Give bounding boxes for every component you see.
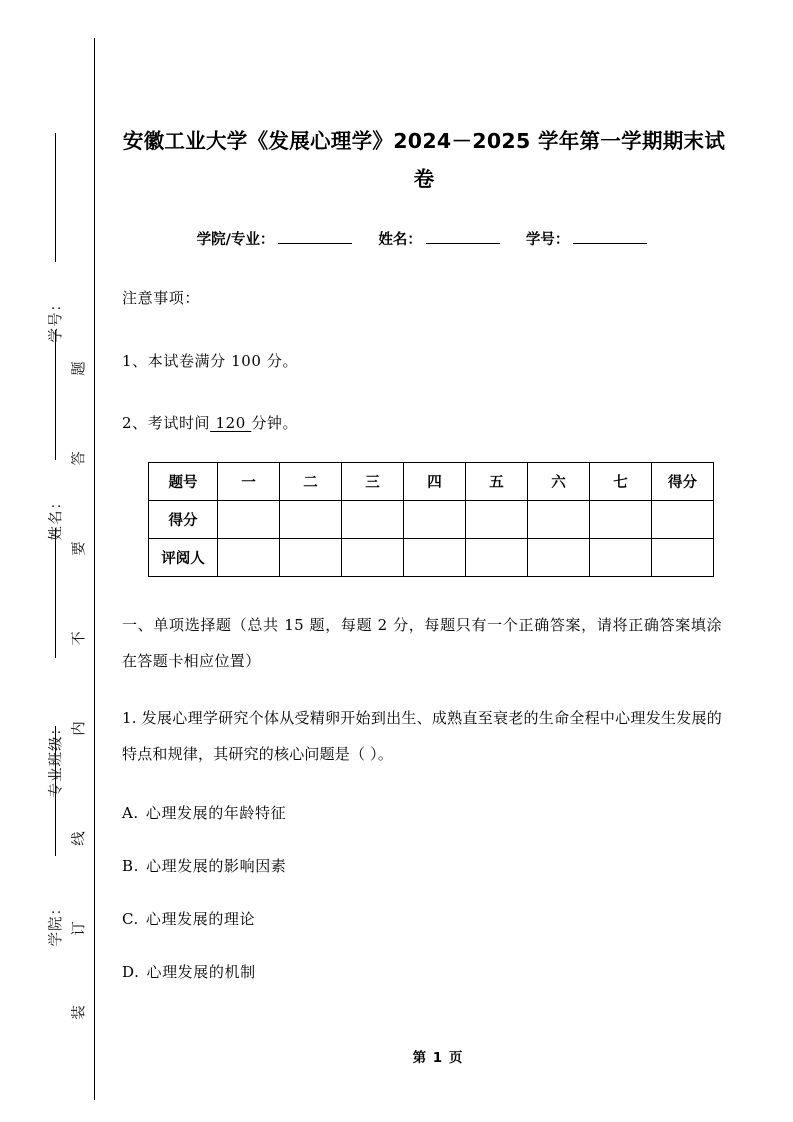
grader-cell-3[interactable] xyxy=(342,539,404,577)
score-table-header-4: 四 xyxy=(404,463,466,501)
score-cell-7[interactable] xyxy=(590,501,652,539)
table-row-header xyxy=(149,463,714,501)
option-d-letter: D. xyxy=(122,963,140,981)
binding-rule-segment-3 xyxy=(55,528,56,658)
binding-notice-char-1: 题 xyxy=(71,361,88,376)
score-cell-6[interactable] xyxy=(528,501,590,539)
grader-cell-4[interactable] xyxy=(404,539,466,577)
binding-label-name: 姓名： xyxy=(48,494,65,541)
binding-margin xyxy=(0,0,100,1122)
binding-notice-char-8: 装 xyxy=(71,1005,88,1020)
notice-heading: 注意事项： xyxy=(122,289,201,307)
grader-cell-7[interactable] xyxy=(590,539,652,577)
notice-item-2-after: 分钟。 xyxy=(251,414,299,432)
grader-cell-5[interactable] xyxy=(466,539,528,577)
score-cell-total[interactable] xyxy=(652,501,714,539)
notice-item-2 xyxy=(122,410,298,436)
notice-item-1: 1、本试卷满分 100 分。 xyxy=(122,352,299,370)
option-c-text: 心理发展的理论 xyxy=(145,910,256,928)
exam-duration-value: 120 xyxy=(210,414,252,432)
table-row-grader xyxy=(149,539,714,577)
page-title: 安徽工业大学《发展心理学》2024－2025 学年第一学期期末试卷 xyxy=(122,129,726,191)
score-table-header-5: 五 xyxy=(466,463,528,501)
student-id-label: 学号： xyxy=(525,232,570,248)
binding-notice-char-3: 要 xyxy=(71,541,88,556)
page-footer: 第 1 页 xyxy=(412,1050,464,1066)
binding-label-student-id: 学号： xyxy=(48,296,65,343)
score-cell-3[interactable] xyxy=(342,501,404,539)
question-1-option-a[interactable] xyxy=(122,802,286,824)
question-1-option-b[interactable] xyxy=(122,855,286,877)
binding-outer-rule xyxy=(94,38,95,1100)
name-field[interactable] xyxy=(426,231,500,244)
score-cell-4[interactable] xyxy=(404,501,466,539)
exam-page-body xyxy=(108,0,768,1122)
binding-notice-char-5: 内 xyxy=(71,721,88,736)
grader-cell-total[interactable] xyxy=(652,539,714,577)
section-one-heading: 一、单项选择题（总共 15 题，每题 2 分，每题只有一个正确答案，请将正确答案填涂在答题卡相应位置） xyxy=(122,616,722,670)
score-table-header-3: 三 xyxy=(342,463,404,501)
question-1-option-c[interactable] xyxy=(122,908,255,930)
score-cell-2[interactable] xyxy=(280,501,342,539)
college-major-field[interactable] xyxy=(278,231,352,244)
binding-label-class: 专业班级： xyxy=(48,720,65,798)
table-row-score xyxy=(149,501,714,539)
binding-notice-char-2: 答 xyxy=(71,451,88,466)
question-1-stem: 1. 发展心理学研究个体从受精卵开始到出生、成熟直至衰老的生命全程中心理发生发展的特点和规律，其研究的核心问题是（ ）。 xyxy=(122,709,722,763)
binding-rule-segment-2 xyxy=(55,330,56,460)
score-table-header-6: 六 xyxy=(528,463,590,501)
option-c-letter: C. xyxy=(122,910,139,928)
question-1-option-d[interactable] xyxy=(122,961,256,983)
student-id-field[interactable] xyxy=(573,231,647,244)
score-table-header-1: 一 xyxy=(218,463,280,501)
option-b-text: 心理发展的影响因素 xyxy=(146,857,287,875)
score-cell-5[interactable] xyxy=(466,501,528,539)
grader-cell-6[interactable] xyxy=(528,539,590,577)
grader-cell-1[interactable] xyxy=(218,539,280,577)
option-a-letter: A. xyxy=(122,804,139,822)
score-table-header-label: 题号 xyxy=(149,463,218,501)
college-major-label: 学院/专业： xyxy=(196,232,275,248)
score-table-header-2: 二 xyxy=(280,463,342,501)
score-table xyxy=(148,462,714,577)
score-table-header-total: 得分 xyxy=(652,463,714,501)
student-info-line xyxy=(122,228,726,249)
grader-row-label: 评阅人 xyxy=(149,539,218,577)
name-label: 姓名： xyxy=(378,232,422,248)
binding-label-college: 学院： xyxy=(48,900,65,947)
score-table-header-7: 七 xyxy=(590,463,652,501)
grader-cell-2[interactable] xyxy=(280,539,342,577)
binding-notice-char-4: 不 xyxy=(71,631,88,646)
binding-rule-segment-1 xyxy=(55,133,56,262)
binding-notice-char-7: 订 xyxy=(71,921,88,936)
option-b-letter: B. xyxy=(122,857,139,875)
option-d-text: 心理发展的机制 xyxy=(146,963,256,981)
notice-item-2-before: 2、考试时间 xyxy=(122,414,211,432)
score-row-label: 得分 xyxy=(149,501,218,539)
score-cell-1[interactable] xyxy=(218,501,280,539)
option-a-text: 心理发展的年龄特征 xyxy=(145,804,287,822)
binding-notice-char-6: 线 xyxy=(71,831,88,846)
